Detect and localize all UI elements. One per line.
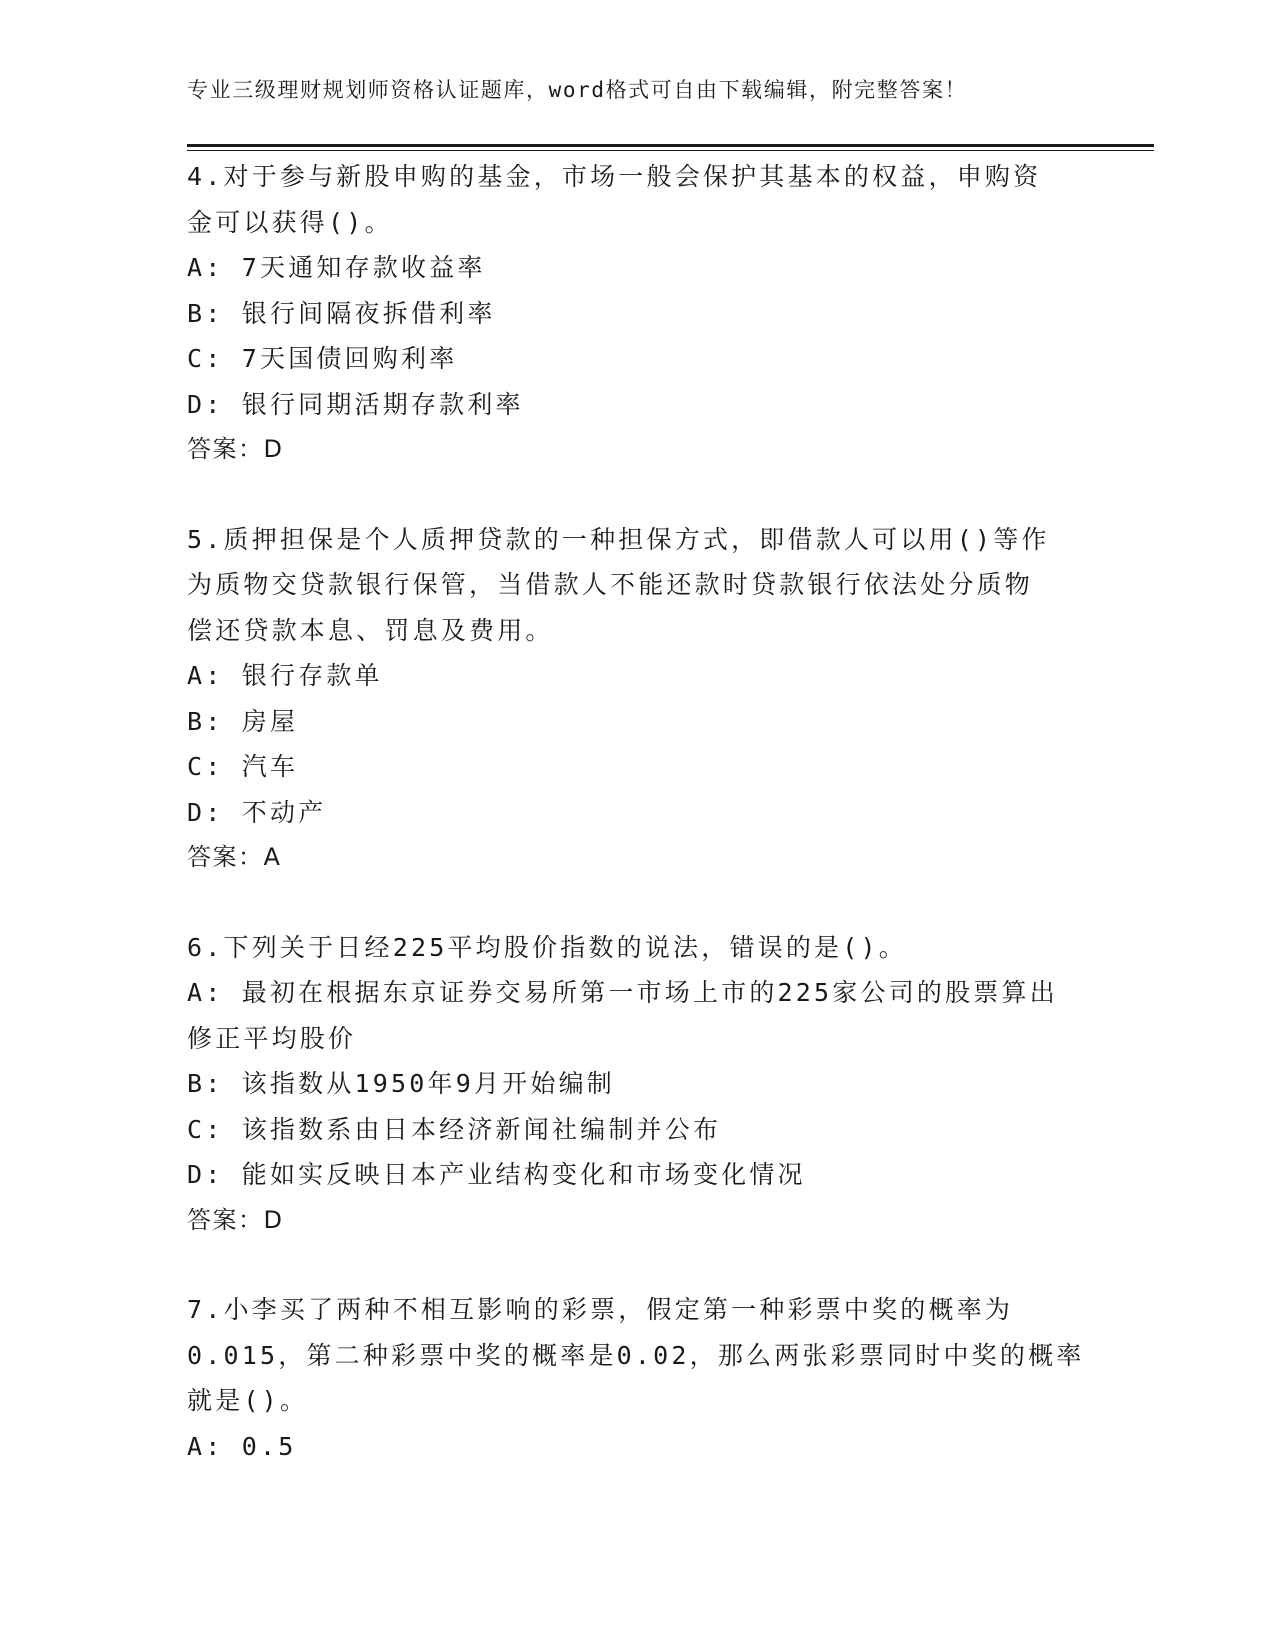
question-stem: 5.质押担保是个人质押贷款的一种担保方式，即借款人可以用()等作 xyxy=(187,524,1050,554)
option-b: B: 银行间隔夜拆借利率 xyxy=(187,298,496,328)
option-b: B: 该指数从1950年9月开始编制 xyxy=(187,1069,616,1098)
question-stem: 金可以获得()。 xyxy=(187,207,393,237)
answer: 答案：D xyxy=(187,435,284,463)
page-header: 专业三级理财规划师资格认证题库，word格式可自由下载编辑，附完整答案！ xyxy=(187,78,968,102)
option-c: C: 该指数系由日本经济新闻社编制并公布 xyxy=(187,1114,722,1144)
question-stem: 0.015，第二种彩票中奖的概率是0.02，那么两张彩票同时中奖的概率 xyxy=(187,1340,1085,1370)
option-a: A: 最初在根据东京证券交易所第一市场上市的225家公司的股票算出 xyxy=(187,978,1058,1007)
question-stem: 6.下列关于日经225平均股价指数的说法，错误的是()。 xyxy=(187,932,907,962)
option-d: D: 银行同期活期存款利率 xyxy=(187,389,524,419)
question-stem: 就是()。 xyxy=(187,1386,309,1415)
option-c: C: 汽车 xyxy=(187,752,299,781)
question-5 xyxy=(187,517,1087,881)
question-stem: 4.对于参与新股申购的基金，市场一般会保护其基本的权益，申购资 xyxy=(187,162,1042,191)
question-list xyxy=(187,154,1087,1513)
question-stem: 偿还贷款本息、罚息及费用。 xyxy=(187,615,554,645)
option-c: C: 7天国债回购利率 xyxy=(187,344,458,373)
option-b: B: 房屋 xyxy=(187,706,299,736)
option-a: A: 银行存款单 xyxy=(187,661,383,690)
answer: 答案：D xyxy=(187,1205,284,1234)
answer: 答案：A xyxy=(187,843,282,871)
option-a-continued: 修正平均股价 xyxy=(187,1023,357,1053)
header-rule-thin xyxy=(187,150,1154,151)
option-a: A: 7天通知存款收益率 xyxy=(187,253,486,282)
header-rule xyxy=(187,144,1154,147)
question-4 xyxy=(187,154,1087,473)
option-d: D: 不动产 xyxy=(187,797,327,827)
option-a: A: 0.5 xyxy=(187,1431,297,1461)
question-stem: 为质物交贷款银行保管，当借款人不能还款时贷款银行依法处分质物 xyxy=(187,570,1034,599)
question-6 xyxy=(187,925,1087,1244)
option-d: D: 能如实反映日本产业结构变化和市场变化情况 xyxy=(187,1160,806,1189)
question-stem: 7.小李买了两种不相互影响的彩票，假定第一种彩票中奖的概率为 xyxy=(187,1295,1014,1324)
question-7 xyxy=(187,1287,1087,1469)
